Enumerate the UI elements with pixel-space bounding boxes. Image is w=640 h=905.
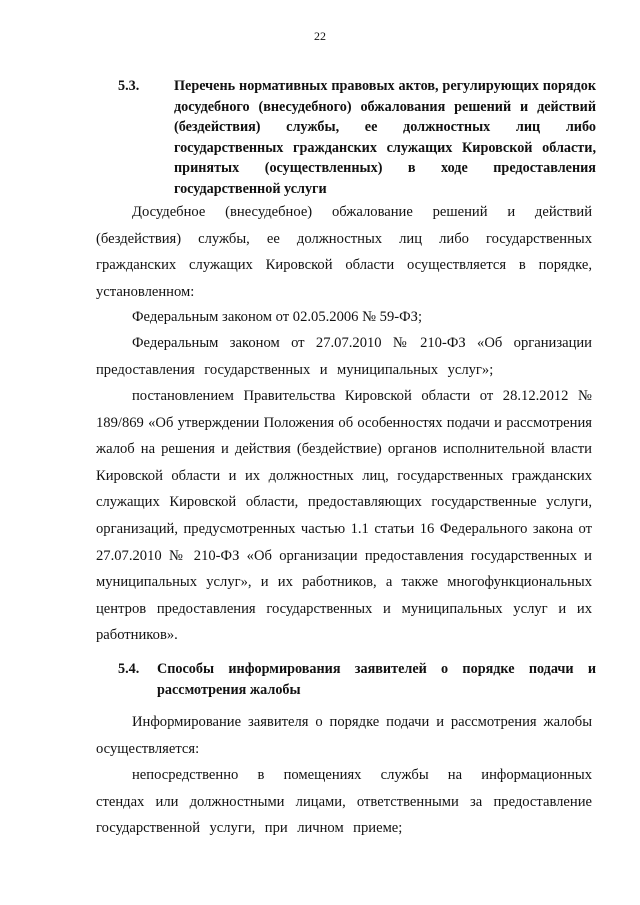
section-heading-5-4 bbox=[118, 659, 596, 700]
paragraph-appeal-procedure: Досудебное (внесудебное) обжалование решений и действий (бездействия) службы, ее должностных лиц либо государственных гражданских служащих Кировской области осуществляется в порядке, установленном: bbox=[96, 204, 592, 300]
paragraph-government-decree: постановлением Правительства Кировской области от 28.12.2012 № 189/869 «Об утверждении Положения об особенностях подачи и рассмотрения жалоб на решения и действия (бездействие) органов исполнительной власти Кировской области и их должностных лиц, государственных гражданских служащих Кировской области, предоставляющих государственные услуги, организаций, предусмотренных частью 1.1 статьи 16 Федерального закона от 27.07.2010 № 210-ФЗ «Об организации предоставления государственных и муниципальных услуг», и их работников, а также многофункциональных центров предоставления государственных и муниципальных услуг и их работников». bbox=[96, 388, 592, 644]
section-number: 5.4. bbox=[118, 661, 140, 677]
page-number: 22 bbox=[314, 29, 326, 43]
section-heading-5-3 bbox=[118, 76, 596, 199]
paragraph-law-59fz: Федеральным законом от 02.05.2006 № 59-ФЗ; bbox=[132, 309, 423, 325]
paragraph-informing-methods: непосредственно в помещениях службы на информационных стендах или должностными лицами, ответственными за предоставление государственной услуги, при личном приеме; bbox=[96, 767, 592, 837]
section-number: 5.3. bbox=[118, 78, 140, 94]
section-title: Способы информирования заявителей о порядке подачи и рассмотрения жалобы bbox=[157, 661, 596, 698]
paragraph-law-210fz: Федеральным законом от 27.07.2010 № 210-ФЗ «Об организации предоставления государственных и муниципальных услуг»; bbox=[96, 335, 592, 378]
paragraph-informing: Информирование заявителя о порядке подачи и рассмотрения жалобы осуществляется: bbox=[96, 714, 592, 757]
section-title: Перечень нормативных правовых актов, регулирующих порядок досудебного (внесудебного) обжалования решений и действий (бездействия) службы, ее должностных лиц либо государственных гражданских служащих Кировской области, принятых (осуществленных) в ходе предоставления государственной услуги bbox=[174, 78, 596, 197]
